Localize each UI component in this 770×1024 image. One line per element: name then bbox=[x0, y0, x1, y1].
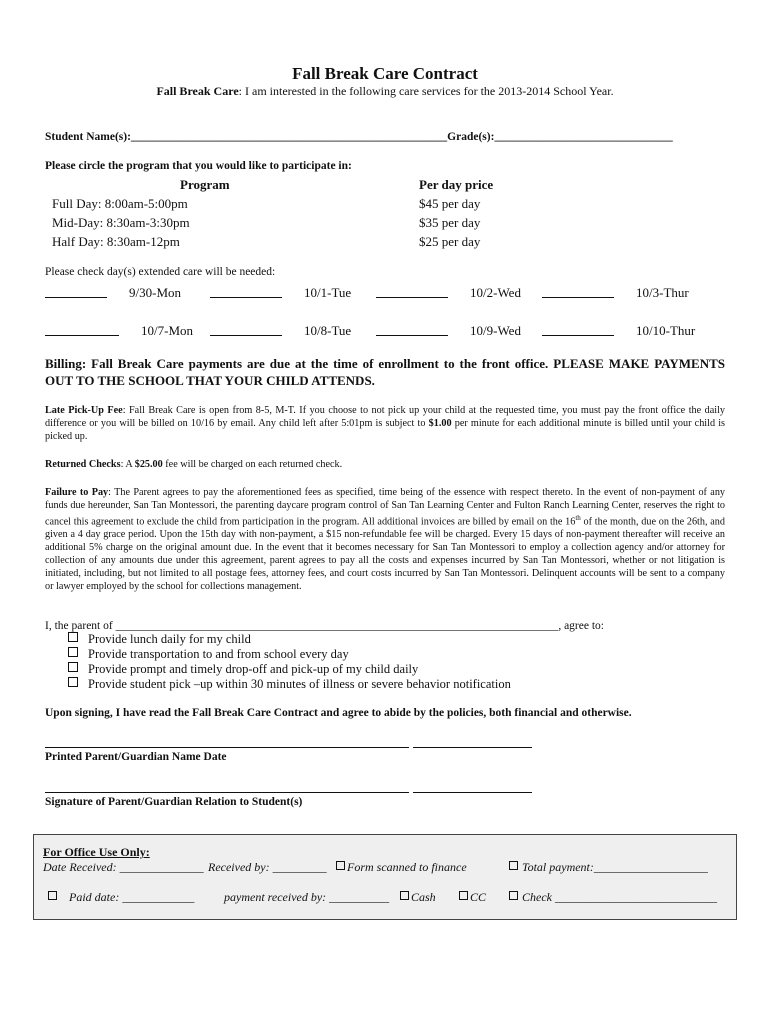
checkbox[interactable] bbox=[68, 662, 78, 672]
day-option[interactable] bbox=[542, 323, 695, 339]
day-option[interactable] bbox=[542, 285, 689, 301]
checkbox[interactable] bbox=[68, 677, 78, 687]
agreement-item[interactable] bbox=[68, 632, 251, 647]
checkbox[interactable] bbox=[48, 891, 57, 900]
agreement-item[interactable] bbox=[68, 647, 349, 662]
returned-checks-label: Returned Checks bbox=[45, 459, 121, 470]
agreement-item[interactable] bbox=[68, 662, 418, 677]
returned-checks-text-end: fee will be charged on each returned check. bbox=[162, 459, 343, 470]
checkbox-line[interactable] bbox=[376, 335, 448, 336]
returned-checks-amount: $25.00 bbox=[134, 459, 163, 470]
day-option[interactable] bbox=[376, 285, 521, 301]
day-option[interactable] bbox=[45, 285, 181, 301]
received-by-field[interactable]: Received by: _________ bbox=[208, 860, 327, 874]
student-name-grade-field[interactable]: Student Name(s):_______________________________________________________Grade(s):_______________________________ bbox=[45, 131, 673, 143]
price-half-day: $25 per day bbox=[419, 234, 481, 249]
circle-instruction: Please circle the program that you would like to participate in: bbox=[45, 160, 352, 172]
printed-name-label: Printed Parent/Guardian Name Date bbox=[45, 751, 227, 763]
form-scanned-label: Form scanned to finance bbox=[347, 860, 467, 874]
check-option[interactable] bbox=[509, 890, 717, 905]
program-header: Program bbox=[180, 177, 230, 192]
agreement-item[interactable] bbox=[68, 677, 511, 692]
day-option[interactable] bbox=[45, 323, 193, 339]
checkbox[interactable] bbox=[336, 861, 345, 870]
day-label: 10/8-Tue bbox=[304, 323, 352, 338]
check-label: Check ___________________________ bbox=[522, 890, 717, 904]
subtitle-text: : I am interested in the following care services for the 2013-2014 School Year. bbox=[238, 84, 614, 98]
agreement-label: Provide student pick –up within 30 minutes of illness or severe behavior notification bbox=[88, 677, 511, 691]
failure-to-pay-text-end: of the month, due on the 26th, and given a 4 day grace period. Upon the 15th day with non-payment, a $15 non-refundable fee will be charged. Every 15 days of non-payment thereafter will receive an additional 5% charge on the original amount due. In the event that it becomes necessary for San Tan Montessori to employ a collection agency and/or attorney for collection of any amounts due under this agreement, parent agrees to pay all the costs and expenses incurred by San Tan Montessori, whether or not litigation is initiated, including, but not limited to all postage fees, attorney fees, and court costs incurred by San Tan Montessori. Delinquent accounts will be sent to a company or lawyer employed by the school for collections management. bbox=[45, 516, 725, 593]
agreement-label: Provide lunch daily for my child bbox=[88, 632, 251, 646]
checkbox-line[interactable] bbox=[542, 297, 614, 298]
page-title: Fall Break Care Contract bbox=[292, 64, 478, 83]
checkbox-line[interactable] bbox=[45, 335, 119, 336]
day-label: 10/9-Wed bbox=[470, 323, 521, 338]
late-pickup-policy bbox=[45, 404, 725, 443]
payment-received-by-field[interactable]: payment received by: __________ bbox=[224, 890, 390, 904]
date-line[interactable] bbox=[413, 747, 532, 748]
agreement-label: Provide transportation to and from school every day bbox=[88, 647, 349, 661]
price-header: Per day price bbox=[419, 177, 494, 192]
checkbox-line[interactable] bbox=[210, 335, 282, 336]
paid-date-label: Paid date: ____________ bbox=[69, 890, 195, 904]
office-use-box bbox=[33, 834, 737, 920]
checkbox-line[interactable] bbox=[542, 335, 614, 336]
failure-to-pay-policy bbox=[45, 486, 725, 593]
parent-of-field[interactable]: I, the parent of _____________________________________________________________________________, agree to: bbox=[45, 620, 604, 632]
checkbox[interactable] bbox=[459, 891, 468, 900]
late-pickup-amount: $1.00 bbox=[428, 418, 452, 429]
relation-line[interactable] bbox=[413, 792, 532, 793]
day-label: 9/30-Mon bbox=[129, 285, 181, 300]
checkbox-line[interactable] bbox=[45, 297, 107, 298]
date-received-field[interactable]: Date Received: ______________ bbox=[43, 860, 204, 874]
returned-checks-text: : A bbox=[120, 459, 135, 470]
checkbox[interactable] bbox=[509, 861, 518, 870]
failure-to-pay-label: Failure to Pay bbox=[45, 487, 109, 498]
signature-line[interactable] bbox=[45, 792, 409, 793]
superscript-th: th bbox=[575, 514, 581, 522]
office-use-heading: For Office Use Only: bbox=[43, 845, 150, 859]
day-label: 10/7-Mon bbox=[141, 323, 193, 338]
program-option-half-day[interactable]: Half Day: 8:30am-12pm bbox=[52, 234, 180, 249]
day-option[interactable] bbox=[210, 285, 351, 301]
failure-to-pay-text: : The Parent agrees to pay the aforementioned fees as specified, time being of the essence with respect thereto. In the event of non-payment of any funds due hereunder, San Tan Montessori, the parenting daycare program control of San Tan Learning Center and Fulton Ranch Learning Center, reserves the right to cancel this agreement to exclude the child from participation in the program. All additional invoices are billed by email on the 16 bbox=[45, 487, 726, 528]
subtitle-bold: Fall Break Care bbox=[156, 84, 239, 98]
price-full-day: $45 per day bbox=[419, 196, 481, 211]
late-pickup-text-end: per minute for each additional minute is billed until your child is picked up. bbox=[45, 418, 726, 442]
total-payment-label: Total payment:___________________ bbox=[522, 860, 708, 874]
signing-statement: Upon signing, I have read the Fall Break Care Contract and agree to abide by the policies, both financial and otherwise. bbox=[45, 707, 632, 719]
day-option[interactable] bbox=[376, 323, 521, 339]
day-option[interactable] bbox=[210, 323, 351, 339]
checkbox[interactable] bbox=[400, 891, 409, 900]
checkbox[interactable] bbox=[68, 647, 78, 657]
day-label: 10/3-Thur bbox=[636, 285, 689, 300]
day-label: 10/2-Wed bbox=[470, 285, 521, 300]
day-label: 10/1-Tue bbox=[304, 285, 352, 300]
checkbox[interactable] bbox=[68, 632, 78, 642]
paid-date-option[interactable] bbox=[48, 890, 194, 905]
checkbox-line[interactable] bbox=[376, 297, 448, 298]
page-subtitle bbox=[0, 84, 770, 99]
extended-care-instruction: Please check day(s) extended care will be needed: bbox=[45, 266, 276, 278]
cash-label: Cash bbox=[411, 890, 436, 904]
total-payment-option[interactable] bbox=[509, 860, 708, 875]
checkbox[interactable] bbox=[509, 891, 518, 900]
cash-option[interactable] bbox=[400, 890, 436, 905]
late-pickup-label: Late Pick-Up Fee bbox=[45, 405, 123, 416]
program-option-mid-day[interactable]: Mid-Day: 8:30am-3:30pm bbox=[52, 215, 190, 230]
late-pickup-text: : Fall Break Care is open from 8-5, M-T. If you choose to not pick up your child at the requested time, you must pay the front office the daily difference or you will be billed on 10/16 by email. Any child left after 5:01pm is subject to bbox=[45, 405, 725, 429]
agreement-label: Provide prompt and timely drop-off and pick-up of my child daily bbox=[88, 662, 419, 676]
billing-notice: Billing: Fall Break Care payments are due at the time of enrollment to the front office. PLEASE MAKE PAYMENTS OUT TO THE SCHOOL THAT YOUR CHILD ATTENDS. bbox=[45, 356, 725, 388]
day-label: 10/10-Thur bbox=[636, 323, 696, 338]
signature-label: Signature of Parent/Guardian Relation to Student(s) bbox=[45, 796, 303, 808]
printed-name-line[interactable] bbox=[45, 747, 409, 748]
cc-label: CC bbox=[470, 890, 487, 904]
returned-checks-policy bbox=[45, 458, 725, 471]
form-scanned-option[interactable] bbox=[336, 860, 467, 875]
checkbox-line[interactable] bbox=[210, 297, 282, 298]
cc-option[interactable] bbox=[459, 890, 486, 905]
price-mid-day: $35 per day bbox=[419, 215, 481, 230]
program-option-full-day[interactable]: Full Day: 8:00am-5:00pm bbox=[52, 196, 188, 211]
